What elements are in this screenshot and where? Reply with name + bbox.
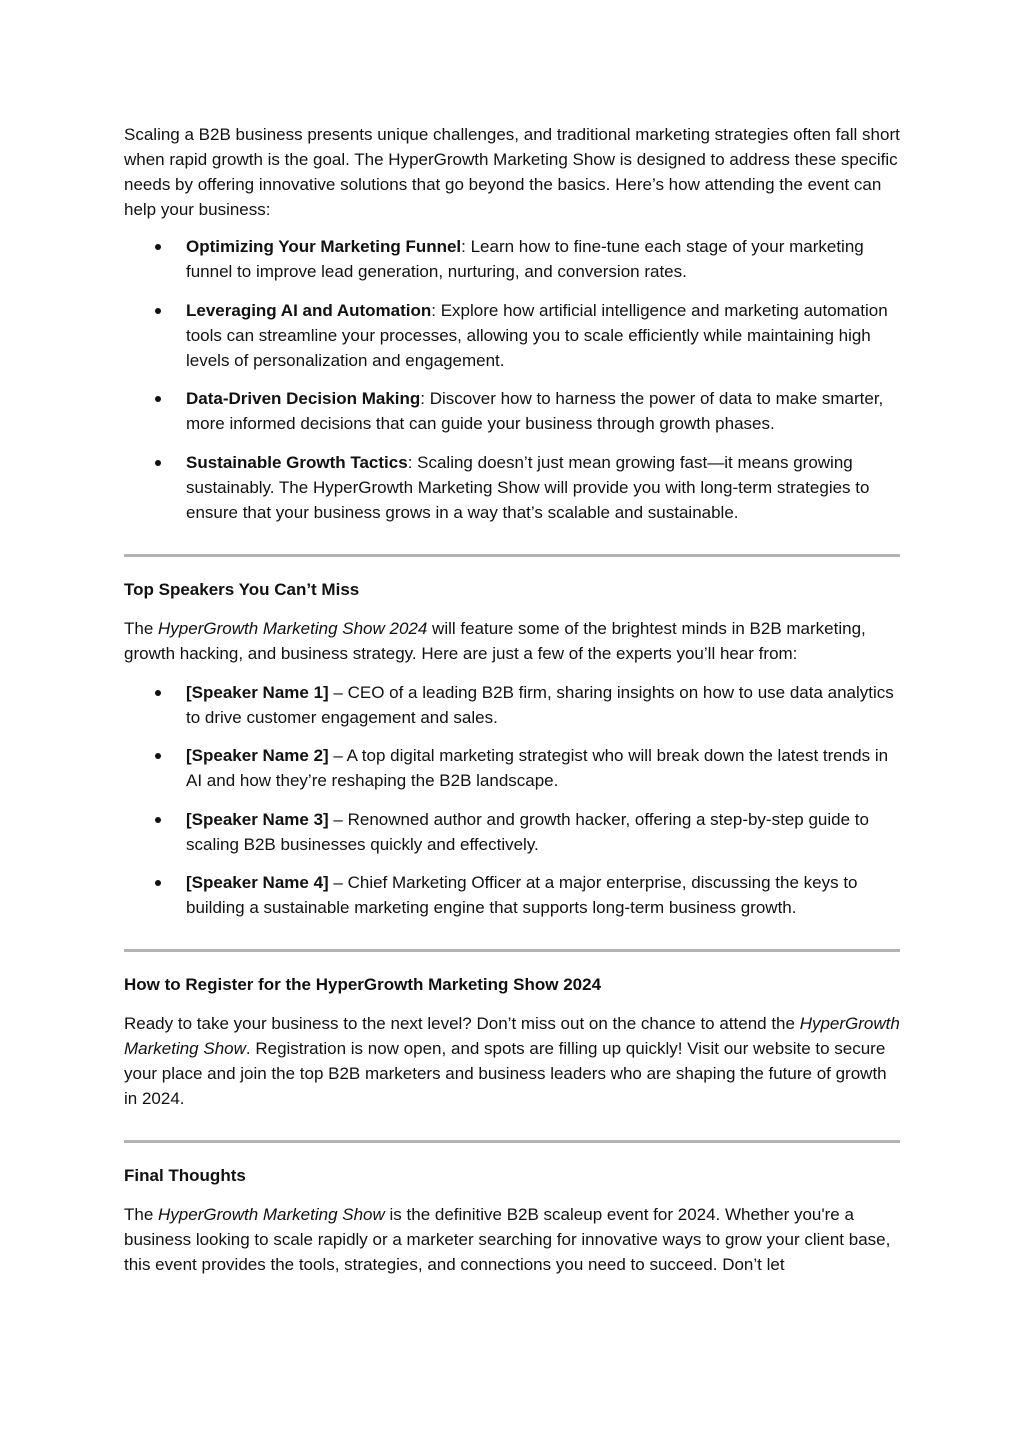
- benefit-title: Optimizing Your Marketing Funnel: [186, 237, 462, 256]
- list-item: [124, 680, 900, 730]
- list-item: [124, 870, 900, 920]
- event-name-italic: HyperGrowth Marketing Show 2024: [158, 618, 428, 638]
- intro-paragraph: Scaling a B2B business presents unique challenges, and traditional marketing strategies often fall short when rapid growth is the goal. The HyperGrowth Marketing Show is designed to address these specific needs by offering innovative solutions that go beyond the basics. Here’s how attending the event can help your business:: [124, 125, 900, 219]
- benefit-title: Sustainable Growth Tactics: [186, 452, 408, 472]
- speaker-name: [Speaker Name 1]: [186, 682, 329, 702]
- benefit-text: : Scaling doesn’t just mean growing fast—it means growing sustainably. The HyperGrowth Marketing Show will provide you with long-term strategies to ensure that your business grows in a way that’s scalable and sustainable.: [186, 452, 870, 522]
- final-heading: Final Thoughts: [124, 1166, 246, 1185]
- speaker-description: – CEO of a leading B2B firm, sharing insights on how to use data analytics to drive customer engagement and sales.: [186, 682, 894, 727]
- section-divider: [124, 554, 900, 557]
- speaker-name: [Speaker Name 3]: [186, 809, 329, 829]
- list-item: [124, 743, 900, 793]
- speaker-description: – A top digital marketing strategist who will break down the latest trends in AI and how they’re reshaping the B2B landscape.: [186, 746, 889, 790]
- document-body: [124, 122, 900, 1277]
- text-run: will feature some of the brightest minds in B2B marketing, growth hacking, and business strategy. Here are just a few of the experts you’ll hear from:: [124, 618, 866, 663]
- register-heading: How to Register for the HyperGrowth Marketing Show 2024: [124, 975, 602, 994]
- text-run: The: [124, 1205, 159, 1224]
- event-name-italic: HyperGrowth Marketing Show: [124, 1014, 900, 1058]
- section-divider: [124, 949, 900, 952]
- benefit-text: : Explore how artificial intelligence and marketing automation tools can streamline your processes, allowing you to scale efficiently while maintaining high levels of personalization and engagement.: [186, 300, 888, 370]
- benefit-text: : Discover how to harness the power of data to make smarter, more informed decisions that can guide your business through growth phases.: [186, 389, 884, 433]
- event-name-italic: HyperGrowth Marketing Show: [158, 1205, 385, 1224]
- list-item: [124, 234, 900, 284]
- text-run: . Registration is now open, and spots are filling up quickly! Visit our website to secure your place and join the top B2B marketers and business leaders who are shaping the future of growth in 2024.: [124, 1039, 887, 1108]
- text-run: Ready to take your business to the next level? Don’t miss out on the chance to attend the: [124, 1014, 800, 1033]
- benefit-title: Data-Driven Decision Making: [186, 389, 421, 408]
- section-divider: [124, 1140, 900, 1143]
- text-run: The: [124, 618, 159, 638]
- text-run: is the definitive B2B scaleup event for 2024. Whether you're a business looking to scale rapidly or a marketer searching for innovative ways to grow your client base, this event provides the tools, strategies, and connections you need to succeed. Don’t let: [124, 1205, 891, 1274]
- speakers-list: [124, 680, 900, 921]
- list-item: [124, 450, 900, 525]
- benefit-text: : Learn how to fine-tune each stage of your marketing funnel to improve lead generation, nurturing, and conversion rates.: [186, 237, 864, 281]
- speakers-intro: [124, 616, 900, 666]
- list-item: [124, 386, 900, 436]
- speaker-description: – Renowned author and growth hacker, offering a step-by-step guide to scaling B2B businesses quickly and effectively.: [186, 809, 869, 854]
- list-item: [124, 298, 900, 373]
- register-paragraph: [124, 1011, 900, 1111]
- speaker-name: [Speaker Name 2]: [186, 746, 329, 765]
- list-item: [124, 807, 900, 857]
- benefit-title: Leveraging AI and Automation: [186, 300, 432, 320]
- speaker-description: – Chief Marketing Officer at a major enterprise, discussing the keys to building a sustainable marketing engine that supports long-term business growth.: [186, 873, 858, 917]
- final-paragraph: [124, 1202, 900, 1277]
- speaker-name: [Speaker Name 4]: [186, 873, 329, 892]
- speakers-heading: Top Speakers You Can’t Miss: [124, 579, 360, 599]
- benefits-list: [124, 234, 900, 525]
